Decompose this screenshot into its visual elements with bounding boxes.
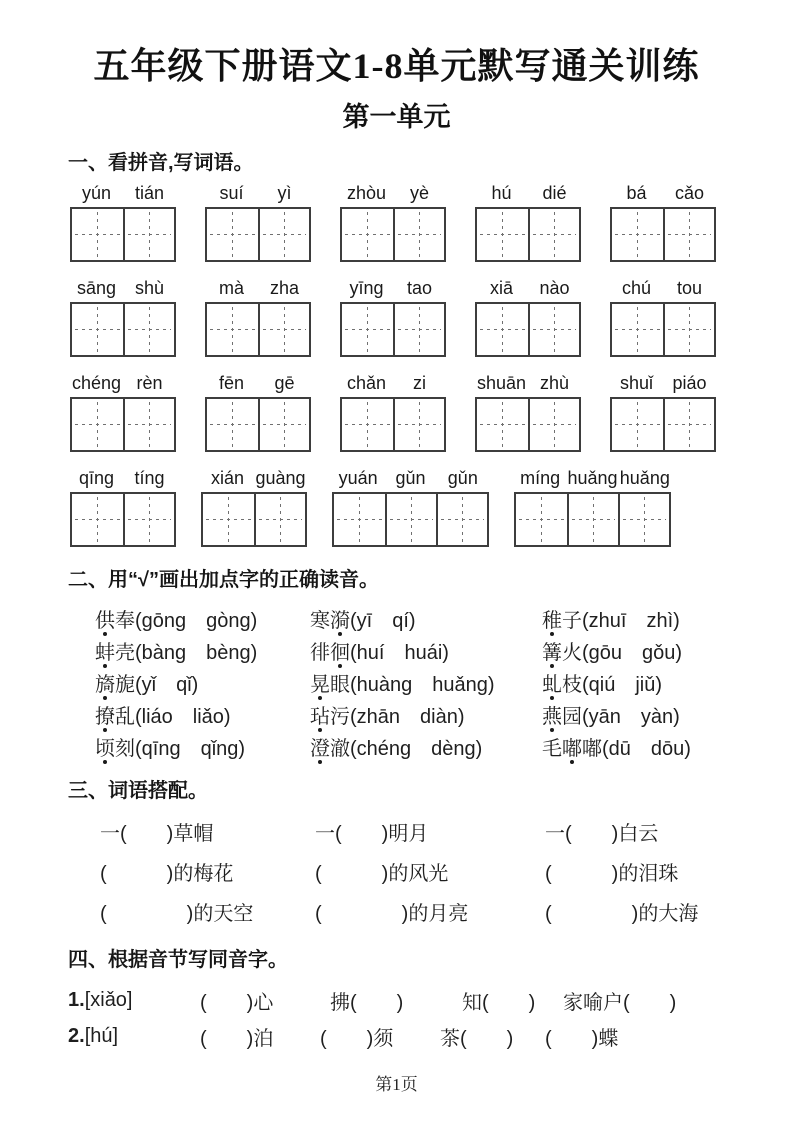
pinyin-syllable: tíng [134, 468, 165, 488]
dotted-character: 虬 [542, 668, 562, 697]
homophone-rows [68, 982, 793, 1054]
writing-cell [612, 209, 663, 260]
dotted-character: 澄 [310, 732, 330, 761]
syllable-bracket: [xiǎo] [84, 988, 133, 1011]
writing-cell [477, 209, 528, 260]
writing-cell [528, 399, 579, 450]
writing-grid [205, 397, 311, 452]
pinyin-syllable: yún [81, 183, 112, 203]
word-part: 眼 [330, 673, 350, 696]
section4-heading: 四、根据音节写同音字。 [68, 949, 288, 971]
pinyin-labels [340, 183, 446, 204]
pinyin-word-group [205, 373, 311, 452]
pinyin-labels [70, 278, 176, 299]
pinyin-syllable: shuān [476, 373, 527, 393]
pronunciation-item [310, 602, 542, 634]
reading-options: (qiú jiǔ) [582, 673, 663, 696]
reading-options: (huàng huǎng) [350, 673, 495, 696]
writing-cell [528, 209, 579, 260]
section2-heading: 二、用“√”画出加点字的正确读音。 [68, 569, 379, 591]
word-matching-item: ( )的风光 [315, 862, 449, 885]
writing-grid [70, 492, 176, 547]
pinyin-word-group [70, 278, 176, 357]
pronunciation-item [95, 634, 310, 666]
pronunciation-column-3 [542, 602, 691, 762]
pinyin-labels [332, 468, 489, 489]
word-part: 毛 [542, 737, 562, 760]
writing-cell [385, 494, 436, 545]
pronunciation-item [95, 730, 310, 762]
writing-grid [340, 207, 446, 262]
pinyin-word-group [340, 183, 446, 262]
dotted-character: 玷 [310, 700, 330, 729]
reading-options: (yǐ qǐ) [135, 673, 199, 696]
writing-cell [528, 304, 579, 355]
dotted-character: 顷 [95, 732, 115, 761]
pinyin-syllable: gǔn [395, 468, 426, 488]
pinyin-syllable: yīng [349, 278, 384, 298]
pinyin-syllable: huǎng [567, 468, 618, 488]
reading-options: (chéng dèng) [350, 737, 483, 760]
pinyin-syllable: rèn [136, 373, 163, 393]
homophone-item: 知( ) [462, 991, 536, 1014]
writing-cell [207, 209, 258, 260]
writing-cell [393, 209, 444, 260]
pinyin-labels [340, 373, 446, 394]
pinyin-row-2 [70, 278, 793, 357]
homophone-item: ( )须 [320, 1027, 394, 1050]
reading-options: (zhān diàn) [350, 705, 465, 728]
word-matching-item: ( )的泪珠 [545, 862, 679, 885]
homophone-item: ( )心 [200, 991, 274, 1014]
writing-cell [207, 399, 258, 450]
homophone-item: ( )泊 [200, 1027, 274, 1050]
homophone-item: ( )蝶 [545, 1027, 619, 1050]
word-part: 寒 [310, 609, 330, 632]
word-part: 壳 [115, 641, 135, 664]
word-matching-row [100, 851, 793, 891]
reading-options: (huí huái) [350, 641, 449, 664]
writing-cell [258, 304, 309, 355]
writing-cell [72, 399, 123, 450]
pinyin-row-1 [70, 183, 793, 262]
word-part: 子 [562, 609, 582, 632]
writing-cell [72, 209, 123, 260]
writing-cell [334, 494, 385, 545]
word-part: 徘 [310, 641, 330, 664]
writing-grid [70, 302, 176, 357]
pinyin-labels [610, 278, 716, 299]
word-part: 奉 [115, 609, 135, 632]
pronunciation-item [542, 634, 691, 666]
writing-grid [514, 492, 671, 547]
homophone-item: 茶( ) [440, 1027, 514, 1050]
pinyin-syllable: sāng [76, 278, 117, 298]
pronunciation-item [310, 698, 542, 730]
reading-options: (dū dōu) [602, 737, 691, 760]
homophone-row [68, 1018, 793, 1054]
writing-grid [205, 302, 311, 357]
writing-grid [475, 397, 581, 452]
pinyin-labels [201, 468, 307, 489]
item-number: 1. [68, 988, 85, 1011]
pinyin-syllable: chéng [71, 373, 122, 393]
pinyin-word-group [70, 183, 176, 262]
pronunciation-column-2 [310, 602, 542, 762]
writing-cell [612, 399, 663, 450]
pinyin-syllable: mà [218, 278, 244, 298]
pinyin-word-group [332, 468, 489, 547]
pinyin-labels [340, 278, 446, 299]
pinyin-syllable: shuǐ [619, 373, 654, 393]
word-matching-item: 一( )白云 [545, 822, 659, 845]
pinyin-syllable: tao [406, 278, 433, 298]
pinyin-word-group [70, 468, 176, 547]
pinyin-word-group [205, 183, 311, 262]
pinyin-labels [475, 373, 581, 394]
word-part: 嘟 [582, 737, 602, 760]
reading-options: (zhuī zhì) [582, 609, 680, 632]
section3-heading: 三、词语搭配。 [68, 780, 208, 802]
pinyin-word-group [201, 468, 307, 547]
pinyin-word-group [514, 468, 671, 547]
pinyin-syllable: míng [520, 468, 561, 488]
word-matching-rows [100, 811, 793, 931]
section1-heading: 一、看拼音,写词语。 [68, 152, 254, 174]
homophone-item: 拂( ) [330, 991, 404, 1014]
pinyin-syllable: xián [210, 468, 245, 488]
pinyin-syllable: xiā [489, 278, 513, 298]
pronunciation-item [95, 666, 310, 698]
pinyin-labels [205, 183, 311, 204]
pinyin-syllable: shù [134, 278, 165, 298]
writing-grid [201, 492, 307, 547]
pinyin-syllable: hú [491, 183, 512, 203]
dotted-character: 嘟 [562, 732, 582, 761]
pronunciation-item [542, 602, 691, 634]
pinyin-syllable: bá [626, 183, 647, 203]
pinyin-word-group [610, 278, 716, 357]
pronunciation-item [310, 666, 542, 698]
pinyin-row-4 [70, 468, 793, 547]
homophone-label [68, 989, 200, 1012]
reading-options: (yī qí) [350, 609, 416, 632]
pinyin-labels [514, 468, 671, 489]
word-matching-item: 一( )草帽 [100, 822, 214, 845]
writing-grid [205, 207, 311, 262]
dotted-character: 供 [95, 604, 115, 633]
homophone-item: 家喻户( ) [563, 991, 677, 1014]
homophone-row [68, 982, 793, 1018]
writing-cell [393, 399, 444, 450]
dotted-character: 篝 [542, 636, 562, 665]
writing-cell [436, 494, 487, 545]
reading-options: (liáo liǎo) [135, 705, 231, 728]
pinyin-syllable: chǎn [346, 373, 387, 393]
pinyin-syllable: tián [134, 183, 165, 203]
writing-cell [258, 399, 309, 450]
pronunciation-item [542, 730, 691, 762]
reading-options: (bàng bèng) [135, 641, 258, 664]
reading-options: (gōu gǒu) [582, 641, 683, 664]
pinyin-labels [610, 373, 716, 394]
dotted-character: 稚 [542, 604, 562, 633]
pinyin-word-group [205, 278, 311, 357]
word-part: 园 [562, 705, 582, 728]
pinyin-labels [475, 278, 581, 299]
unit-subtitle: 第一单元 [342, 102, 451, 132]
reading-options: (gōng gòng) [135, 609, 258, 632]
pinyin-syllable: piáo [672, 373, 707, 393]
pinyin-syllable: zi [413, 373, 426, 393]
writing-cell [207, 304, 258, 355]
pinyin-labels [205, 373, 311, 394]
reading-options: (yān yàn) [582, 705, 680, 728]
writing-cell [72, 304, 123, 355]
writing-cell [516, 494, 567, 545]
word-matching-row [100, 891, 793, 931]
pinyin-syllable: tou [676, 278, 703, 298]
writing-grid [610, 302, 716, 357]
pinyin-labels [610, 183, 716, 204]
writing-cell [612, 304, 663, 355]
pinyin-word-group [340, 278, 446, 357]
pronunciation-item [95, 698, 310, 730]
pinyin-syllable: zha [269, 278, 300, 298]
word-matching-item: ( )的月亮 [315, 902, 469, 925]
pronunciation-item [542, 698, 691, 730]
word-part: 旎 [115, 673, 135, 696]
writing-grid [610, 207, 716, 262]
pronunciation-item [95, 602, 310, 634]
pinyin-syllable: yì [277, 183, 292, 203]
writing-cell [663, 399, 714, 450]
dotted-character: 旖 [95, 668, 115, 697]
pinyin-syllable: yè [409, 183, 429, 203]
writing-cell [123, 399, 174, 450]
word-matching-item: ( )的大海 [545, 902, 699, 925]
writing-cell [618, 494, 669, 545]
item-number: 2. [68, 1024, 85, 1047]
word-part: 枝 [562, 673, 582, 696]
writing-grid [340, 302, 446, 357]
pinyin-word-group [610, 183, 716, 262]
writing-grid [610, 397, 716, 452]
pinyin-syllable: qīng [78, 468, 115, 488]
word-part: 乱 [115, 705, 135, 728]
writing-cell [477, 399, 528, 450]
writing-cell [123, 209, 174, 260]
page-number: 第1页 [375, 1075, 418, 1094]
writing-cell [342, 304, 393, 355]
word-part: 火 [562, 641, 582, 664]
word-part: 刻 [115, 737, 135, 760]
writing-cell [663, 304, 714, 355]
word-matching-row [100, 811, 793, 851]
pinyin-syllable: chú [621, 278, 652, 298]
pinyin-syllable: yuán [338, 468, 378, 488]
writing-cell [258, 209, 309, 260]
pronunciation-columns [95, 602, 793, 762]
writing-cell [477, 304, 528, 355]
writing-cell [254, 494, 305, 545]
pinyin-syllable: huǎng [619, 468, 670, 488]
writing-cell [663, 209, 714, 260]
pinyin-labels [70, 373, 176, 394]
writing-grid [475, 302, 581, 357]
pinyin-labels [70, 183, 176, 204]
writing-grid [70, 207, 176, 262]
pinyin-syllable: nào [539, 278, 570, 298]
writing-cell [72, 494, 123, 545]
word-matching-item: ( )的天空 [100, 902, 254, 925]
pinyin-syllable: zhù [539, 373, 570, 393]
pinyin-syllable: zhòu [346, 183, 387, 203]
pinyin-syllable: fēn [218, 373, 245, 393]
pinyin-word-group [475, 373, 581, 452]
writing-cell [342, 209, 393, 260]
dotted-character: 晃 [310, 668, 330, 697]
word-matching-item: 一( )明月 [315, 822, 429, 845]
dotted-character: 漪 [330, 604, 350, 633]
word-part: 澈 [330, 737, 350, 760]
writing-grid [332, 492, 489, 547]
word-matching-item: ( )的梅花 [100, 862, 234, 885]
pinyin-labels [70, 468, 176, 489]
pinyin-row-3 [70, 373, 793, 452]
homophone-label [68, 1025, 200, 1048]
dotted-character: 撩 [95, 700, 115, 729]
pronunciation-column-1 [95, 602, 310, 762]
writing-grid [475, 207, 581, 262]
dotted-character: 蚌 [95, 636, 115, 665]
writing-cell [123, 304, 174, 355]
reading-options: (qīng qǐng) [135, 737, 246, 760]
pinyin-word-group [475, 278, 581, 357]
pronunciation-item [310, 634, 542, 666]
page-title: 五年级下册语文1-8单元默写通关训练 [93, 46, 700, 86]
pinyin-syllable: suí [219, 183, 244, 203]
pronunciation-item [542, 666, 691, 698]
writing-cell [342, 399, 393, 450]
dotted-character: 徊 [330, 636, 350, 665]
pinyin-labels [205, 278, 311, 299]
pinyin-syllable: gǔn [447, 468, 478, 488]
pinyin-word-group [475, 183, 581, 262]
writing-cell [123, 494, 174, 545]
pinyin-syllable: dié [542, 183, 567, 203]
pinyin-word-group [70, 373, 176, 452]
pinyin-syllable: guàng [255, 468, 306, 488]
dotted-character: 燕 [542, 700, 562, 729]
word-part: 污 [330, 705, 350, 728]
pinyin-word-group [610, 373, 716, 452]
writing-cell [393, 304, 444, 355]
writing-cell [567, 494, 618, 545]
pronunciation-item [310, 730, 542, 762]
pinyin-labels [475, 183, 581, 204]
writing-grid [340, 397, 446, 452]
pinyin-word-group [340, 373, 446, 452]
writing-grid [70, 397, 176, 452]
pinyin-syllable: cǎo [674, 183, 705, 203]
pinyin-syllable: gē [274, 373, 295, 393]
syllable-bracket: [hú] [84, 1024, 119, 1047]
writing-cell [203, 494, 254, 545]
